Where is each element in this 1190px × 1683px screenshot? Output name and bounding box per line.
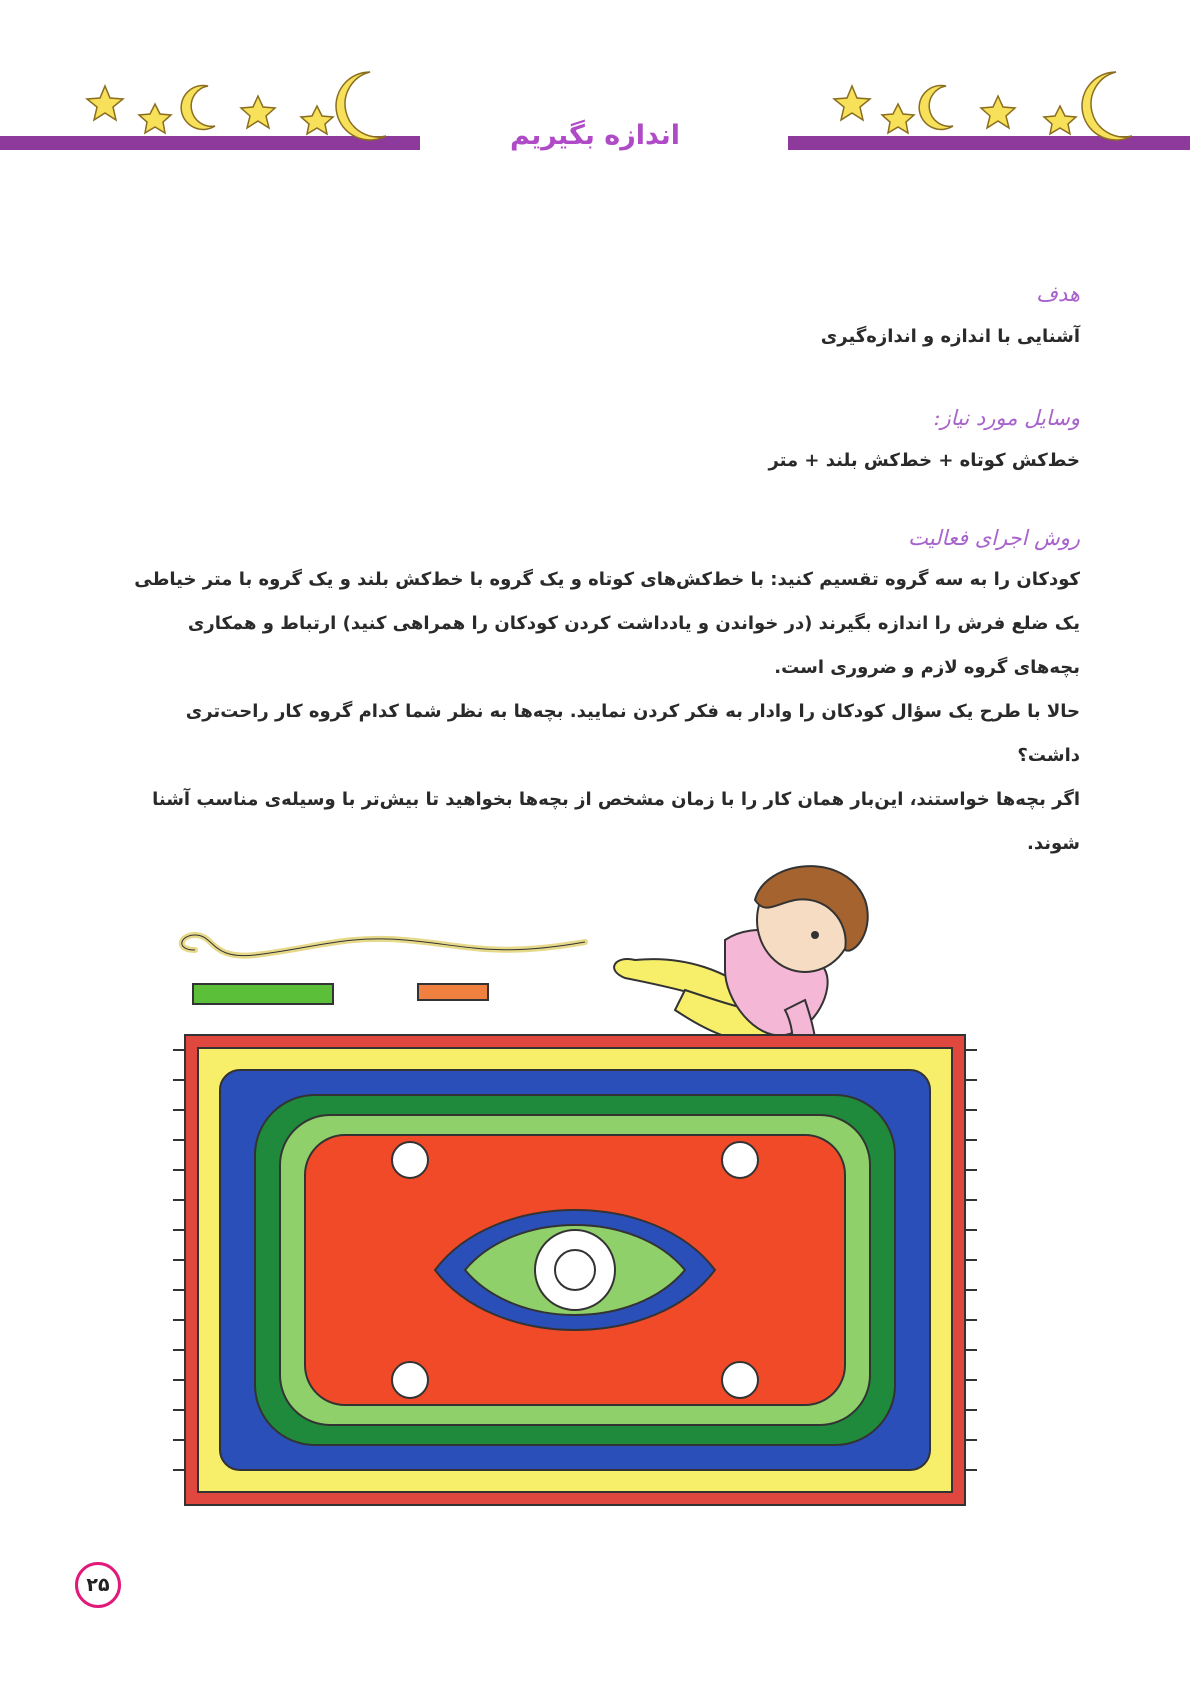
page-number: ۲۵ — [75, 1562, 121, 1608]
moon-icon — [181, 85, 215, 129]
short-ruler — [418, 984, 488, 1000]
objective-heading: هدف — [1036, 282, 1080, 306]
star-icon — [981, 96, 1015, 128]
objective-text: آشنایی با اندازه و اندازه‌گیری — [820, 326, 1080, 347]
procedure-paragraph: حالا با طرح یک سؤال کودکان را وادار به فکر کردن نمایید. بچه‌ها به نظر شما کدام گروه کار راحت‌تری داشت؟ — [185, 701, 1080, 766]
star-icon — [834, 86, 870, 120]
star-icon — [1044, 106, 1076, 134]
procedure-paragraph: اگر بچه‌ها خواستند، این‌بار همان کار را با زمان مشخص از بچه‌ها بخواهید تا بیش‌تر با وسیله‌ی مناسب آشنا شوند. — [152, 789, 1080, 854]
materials-text: خط‌کش کوتاه + خط‌کش بلند + متر — [768, 450, 1080, 471]
star-icon — [301, 106, 333, 134]
tape-measure — [182, 935, 585, 956]
carpet — [173, 1035, 977, 1505]
stars-moon-decoration-left — [80, 66, 420, 146]
star-icon — [87, 86, 123, 120]
star-icon — [241, 96, 275, 128]
moon-icon — [336, 72, 386, 140]
procedure-heading: روش اجرای فعالیت — [908, 526, 1080, 550]
procedure-paragraph: کودکان را به سه گروه تقسیم کنید: با خط‌کش‌های کوتاه و یک گروه با خط‌کش بلند و یک گروه با متر خیاطی یک ضلع فرش را اندازه بگیرند (در خواندن و یادداشت کردن کودکان را همراهی کنید) ارتباط و همکاری بچه‌های گروه لازم و ضروری است. — [134, 569, 1080, 678]
star-icon — [882, 104, 914, 133]
moon-icon — [1082, 72, 1132, 140]
measuring-carpet-illustration — [165, 860, 1025, 1560]
procedure-body — [118, 558, 1080, 866]
materials-heading: وسایل مورد نیاز: — [933, 406, 1080, 430]
long-ruler — [193, 984, 333, 1004]
page-title: اندازه بگیریم — [509, 120, 681, 151]
stars-moon-decoration-right — [820, 66, 1160, 146]
moon-icon — [919, 85, 953, 129]
star-icon — [139, 104, 171, 133]
